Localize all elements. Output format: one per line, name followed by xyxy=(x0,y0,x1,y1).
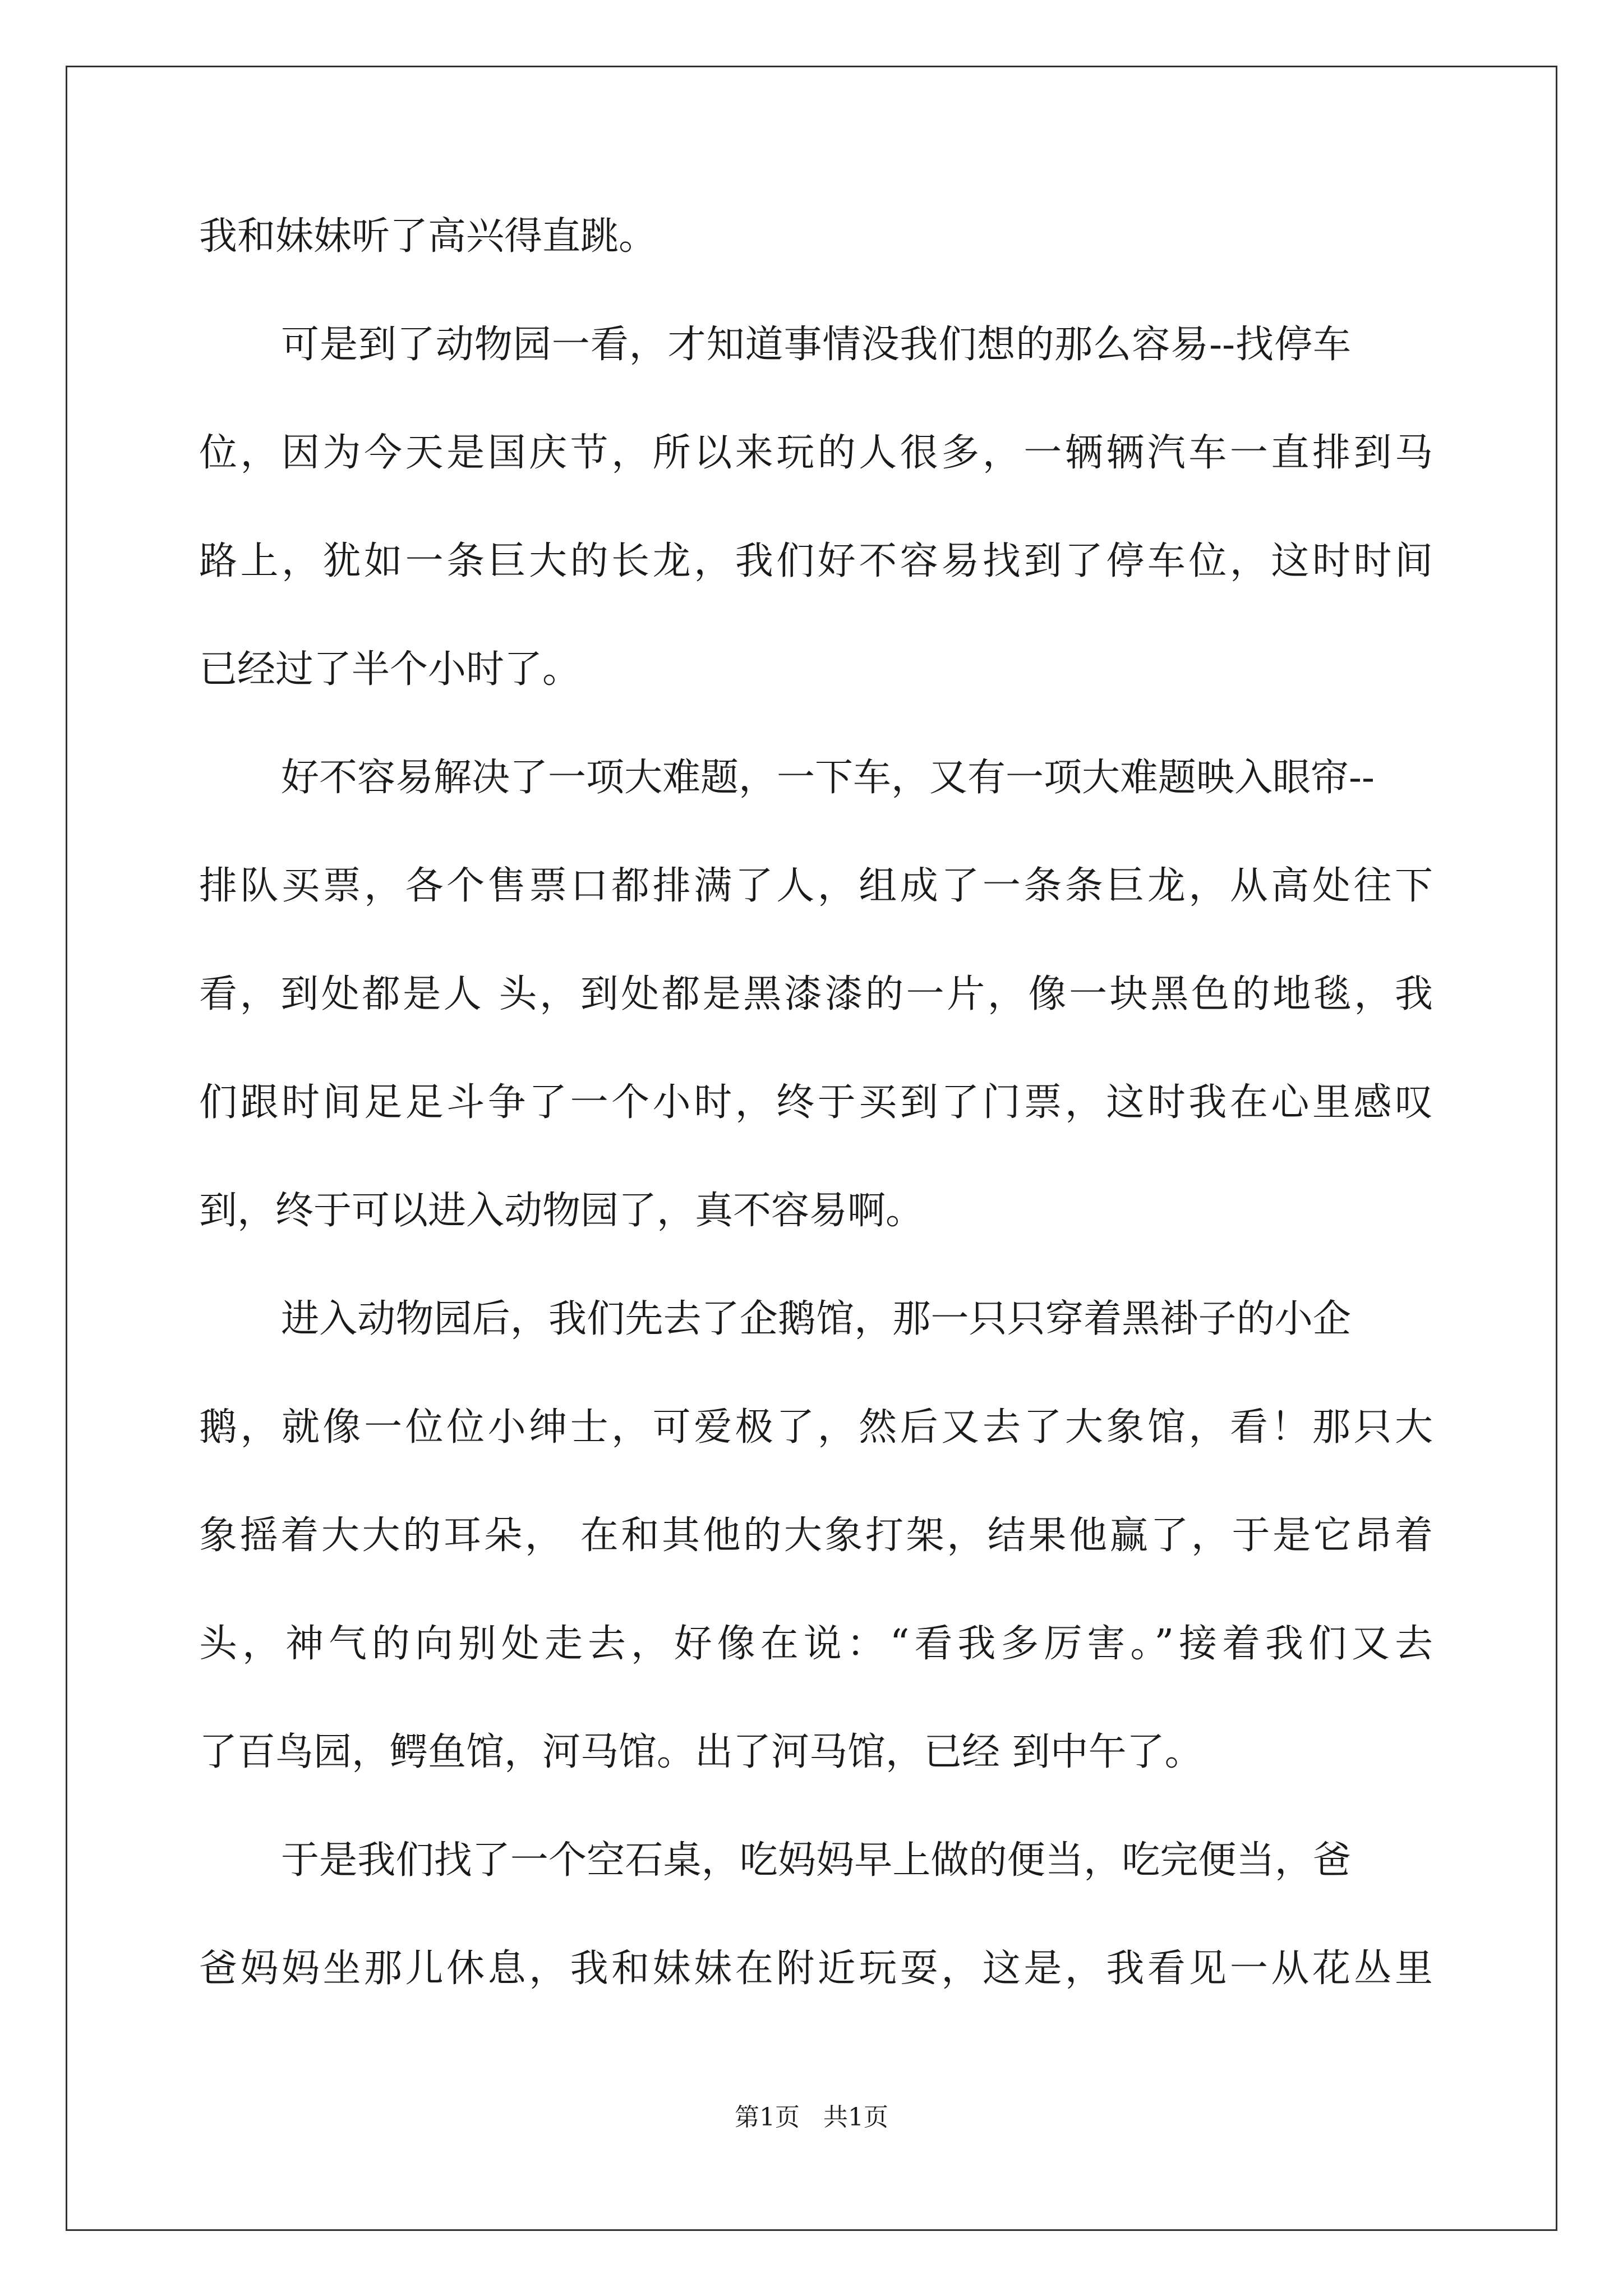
text-line: 了百鸟园，鳄鱼馆，河马馆。出了河马馆，已经 到中午了。 xyxy=(199,1730,1203,1774)
text-line: 好不容易解决了一项大难题，一下车，又有一项大难题映入眼帘-- xyxy=(281,756,1375,800)
text-line: 鹅，就像一位位小绅士，可爱极了，然后又去了大象馆，看！那只大 xyxy=(199,1405,1433,1450)
text-line: 位，因为今天是国庆节，所以来玩的人很多，一辆辆汽车一直排到马 xyxy=(199,431,1433,475)
text-line: 看，到处都是人 头，到处都是黑漆漆的一片，像一块黑色的地毯，我 xyxy=(199,972,1433,1016)
text-line: 于是我们找了一个空石桌，吃妈妈早上做的便当，吃完便当，爸 xyxy=(281,1838,1351,1883)
document-body xyxy=(199,209,1433,2049)
text-line: 爸妈妈坐那儿休息，我和妹妹在附近玩耍，这是，我看见一从花丛里 xyxy=(199,1947,1433,1991)
text-line: 我和妹妹听了高兴得直跳。 xyxy=(199,214,657,259)
text-line: 到，终于可以进入动物园了，真不容易啊。 xyxy=(199,1189,924,1233)
page-footer xyxy=(0,2097,1623,2133)
page-total: 共1页 xyxy=(823,2103,888,2132)
text-line: 进入动物园后，我们先去了企鹅馆，那一只只穿着黑褂子的小企 xyxy=(281,1297,1351,1341)
text-line: 可是到了动物园一看，才知道事情没我们想的那么容易--找停车 xyxy=(281,323,1351,367)
text-line: 象摇着大大的耳朵， 在和其他的大象打架，结果他赢了，于是它昂着 xyxy=(199,1513,1433,1558)
text-line: 头，神气的向别处走去，好像在说：“看我多厉害。”接着我们又去 xyxy=(199,1622,1433,1666)
text-line: 排队买票，各个售票口都排满了人，组成了一条条巨龙，从高处往下 xyxy=(199,864,1433,908)
text-line: 已经过了半个小时了。 xyxy=(199,647,581,692)
text-line: 路上，犹如一条巨大的长龙，我们好不容易找到了停车位，这时时间 xyxy=(199,539,1433,583)
text-line: 们跟时间足足斗争了一个小时，终于买到了门票，这时我在心里感叹 xyxy=(199,1080,1433,1125)
page-number: 第1页 xyxy=(735,2103,800,2132)
